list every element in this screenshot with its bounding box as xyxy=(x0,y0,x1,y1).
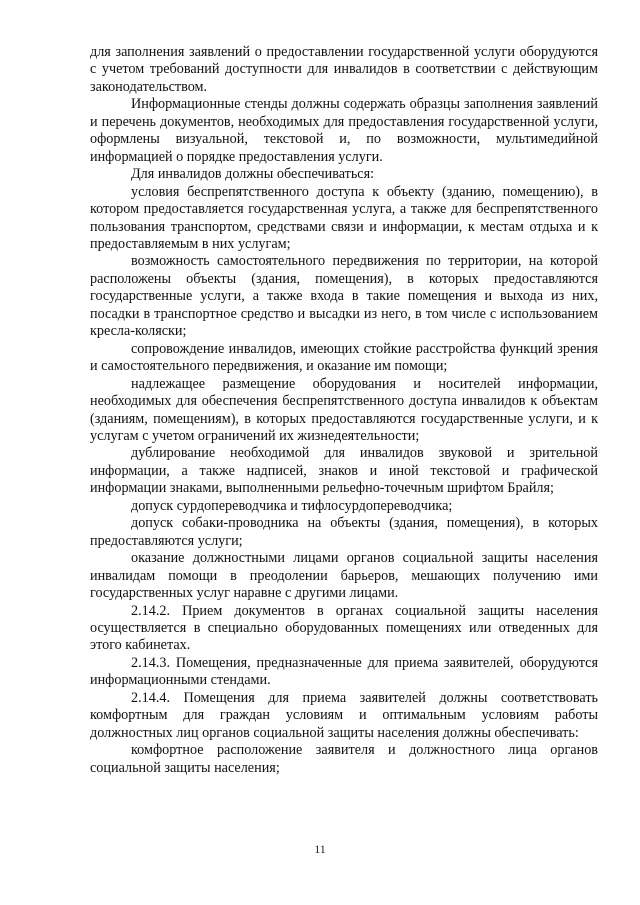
paragraph: дублирование необходимой для инвалидов звуковой и зрительной информации, а также надписей, знаков и иной текстовой и графической информации знаками, выполненными рельефно-точечным шрифтом Брайля; xyxy=(90,445,598,497)
paragraph: условия беспрепятственного доступа к объекту (зданию, помещению), в котором предоставляется государственная услуга, а также для беспрепятственного пользования транспортом, средствами связи и информации, к местам отдыха и к предоставляемым в них услугам; xyxy=(90,183,598,252)
document-body xyxy=(90,44,598,777)
paragraph: оказание должностными лицами органов социальной защиты населения инвалидам помощи в преодолении барьеров, мешающих получению ими государственных услуг наравне с другими лицами. xyxy=(90,550,598,602)
paragraph: возможность самостоятельного передвижения по территории, на которой расположены объекты (здания, помещения), в которых предоставляются государственные услуги, а также входа в такие помещения и выхода из них, посадки в транспортное средство и высадки из него, в том числе с использованием кресла-коляски; xyxy=(90,253,598,340)
page-number: 11 xyxy=(314,842,326,856)
paragraph: допуск собаки-проводника на объекты (здания, помещения), в которых предоставляются услуги; xyxy=(90,515,598,549)
paragraph: допуск сурдопереводчика и тифлосурдопереводчика; xyxy=(131,497,453,514)
paragraph: Информационные стенды должны содержать образцы заполнения заявлений и перечень документов, необходимых для предоставления государственной услуги, оформлены визуальной, текстовой и, по возможности, мультимедийной информацией о порядке предоставления услуги. xyxy=(90,96,598,165)
paragraph: Для инвалидов должны обеспечиваться: xyxy=(131,166,375,183)
paragraph: надлежащее размещение оборудования и носителей информации, необходимых для обеспечения беспрепятственного доступа инвалидов к объектам (зданиям, помещениям), в которых предоставляются государственные услуги, и к услугам с учетом ограничений их жизнедеятельности; xyxy=(90,375,598,444)
paragraph: сопровождение инвалидов, имеющих стойкие расстройства функций зрения и самостоятельного передвижения, и оказание им помощи; xyxy=(90,340,598,375)
paragraph: для заполнения заявлений о предоставлении государственной услуги оборудуются с учетом требований доступности для инвалидов в соответствии с действующим законодательством. xyxy=(90,44,598,95)
section-paragraph: 2.14.3. Помещения, предназначенные для приема заявителей, оборудуются информационными стендами. xyxy=(90,654,598,689)
paragraph: комфортное расположение заявителя и должностного лица органов социальной защиты населения; xyxy=(90,742,598,776)
section-paragraph: 2.14.2. Прием документов в органах социальной защиты населения осуществляется в специально оборудованных помещениях или отведенных для этого кабинетах. xyxy=(90,602,598,654)
section-paragraph: 2.14.4. Помещения для приема заявителей должны соответствовать комфортным для граждан условиям и оптимальным условиям работы должностных лиц органов социальной защиты населения должны обеспечивать: xyxy=(90,689,598,741)
